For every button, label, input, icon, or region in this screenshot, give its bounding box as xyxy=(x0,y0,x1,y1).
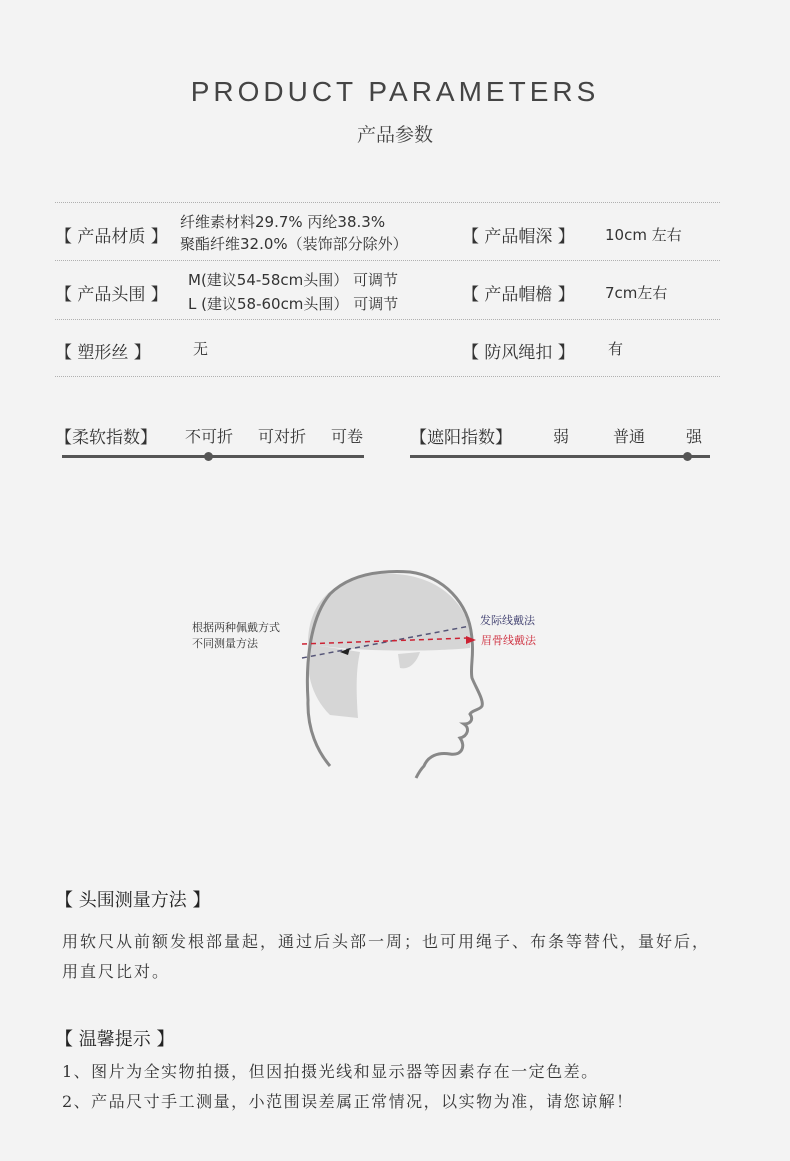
page-title-zh: 产品参数 xyxy=(356,124,433,146)
divider xyxy=(55,376,720,377)
tips-heading: 【 温馨提示 】 xyxy=(55,1029,175,1050)
hairline-label: 发际线戴法 xyxy=(480,614,535,627)
depth-label: 【 产品帽深 】 xyxy=(462,227,575,247)
shade-option: 普通 xyxy=(613,427,646,446)
measure-heading: 【 头围测量方法 】 xyxy=(55,890,211,911)
softness-option: 不可折 xyxy=(185,427,234,446)
softness-option: 可对折 xyxy=(258,427,307,446)
divider xyxy=(55,202,720,203)
shade-option: 强 xyxy=(686,427,703,446)
divider xyxy=(55,319,720,320)
material-value-2: 聚酯纤维32.0%（装饰部分除外） xyxy=(180,235,408,253)
tip-line: 2、产品尺寸手工测量，小范围误差属正常情况，以实物为准，请您谅解！ xyxy=(62,1092,634,1111)
material-label: 【 产品材质 】 xyxy=(55,227,168,247)
softness-option: 可卷 xyxy=(331,427,364,446)
softness-scale xyxy=(62,455,364,458)
shade-scale xyxy=(410,455,710,458)
depth-value: 10cm 左右 xyxy=(605,226,682,244)
circumference-label: 【 产品头围 】 xyxy=(55,285,168,305)
wire-label: 【 塑形丝 】 xyxy=(55,343,151,363)
windproof-label: 【 防风绳扣 】 xyxy=(462,343,575,363)
brim-label: 【 产品帽檐 】 xyxy=(462,285,575,305)
sideburn-shape xyxy=(398,652,420,668)
brow-label: 眉骨线戴法 xyxy=(481,634,536,647)
tip-line: 1、图片为全实物拍摄，但因拍摄光线和显示器等因素存在一定色差。 xyxy=(62,1062,599,1081)
windproof-value: 有 xyxy=(608,340,624,358)
shade-option: 弱 xyxy=(553,427,570,446)
page-title-en: PRODUCT PARAMETERS xyxy=(190,76,600,107)
circumference-value-m: M(建议54-58cm头围） 可调节 xyxy=(188,271,399,289)
material-value-1: 纤维素材料29.7% 丙纶38.3% xyxy=(180,213,386,231)
softness-marker xyxy=(204,452,213,461)
diagram-note-2: 不同测量方法 xyxy=(192,637,258,650)
measure-text: 用软尺从前额发根部量起，通过后头部一周；也可用绳子、布条等替代，量好后，用直尺比对。 xyxy=(62,932,711,981)
diagram-note-1: 根据两种佩戴方式 xyxy=(192,621,280,634)
divider xyxy=(55,260,720,261)
circumference-value-l: L (建议58-60cm头围） 可调节 xyxy=(188,295,399,313)
shade-label: 【遮阳指数】 xyxy=(410,428,512,448)
brim-value: 7cm左右 xyxy=(605,284,668,302)
shade-marker xyxy=(683,452,692,461)
head-diagram xyxy=(180,560,560,790)
wire-value: 无 xyxy=(193,340,209,358)
softness-label: 【柔软指数】 xyxy=(55,428,157,448)
